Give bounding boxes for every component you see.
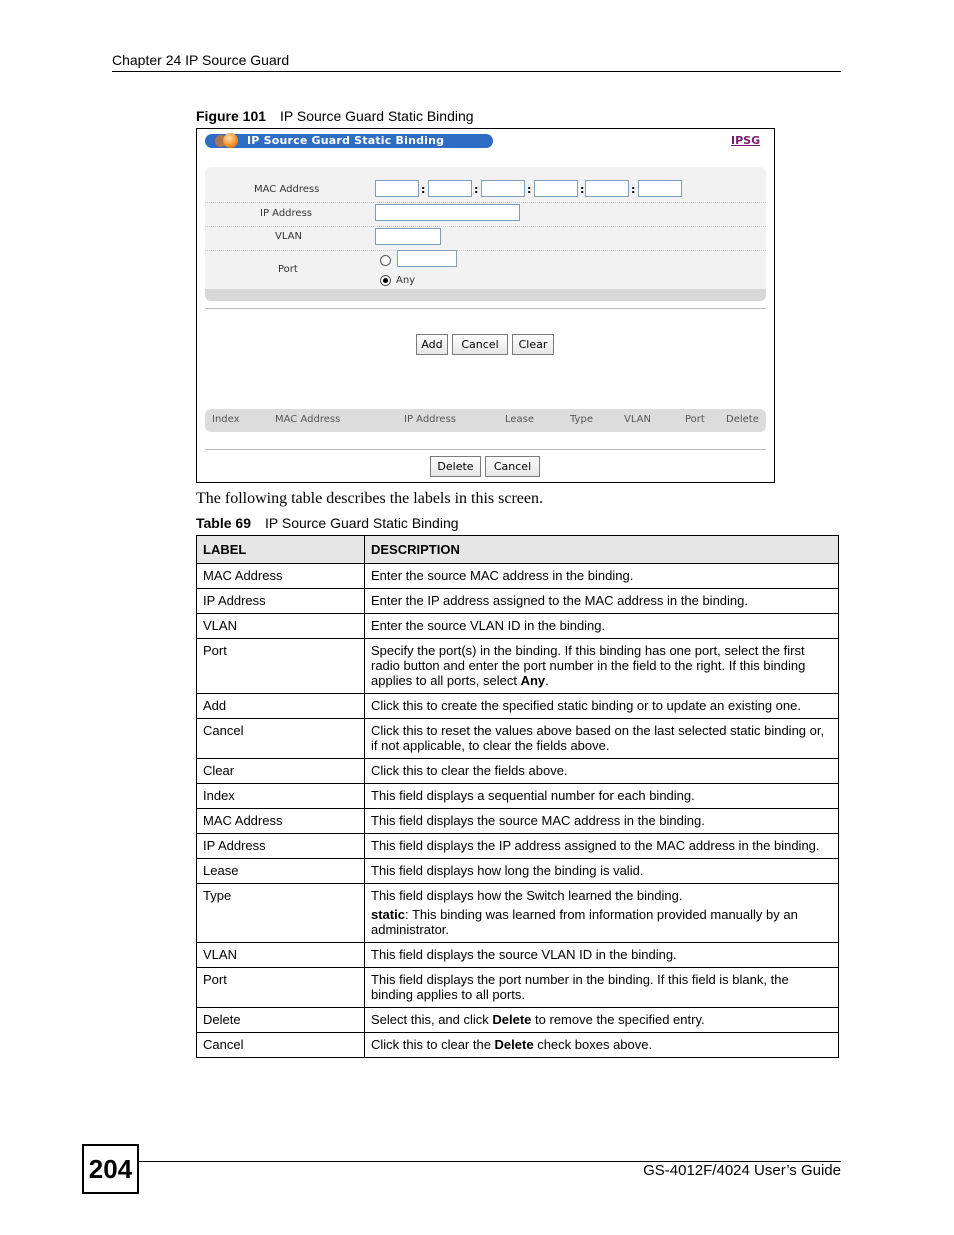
figure-title: IP Source Guard Static Binding (280, 108, 474, 124)
port-number-input[interactable] (397, 250, 457, 267)
table-row (197, 1033, 839, 1058)
mac-separator: : (527, 183, 532, 196)
desc-text: Click this to clear the (371, 1037, 495, 1052)
row-label: IP Address (197, 834, 365, 859)
desc-bold: static (371, 907, 405, 922)
screen-titlebar (205, 134, 493, 148)
row-label: MAC Address (197, 809, 365, 834)
vlan-label: VLAN (275, 231, 302, 242)
ipsg-link[interactable]: IPSG (731, 134, 761, 147)
row-label: Index (197, 784, 365, 809)
add-button[interactable]: Add (416, 334, 448, 355)
screenshot-frame (196, 128, 775, 483)
table-row (197, 784, 839, 809)
table-row (197, 759, 839, 784)
figure-caption (196, 108, 474, 124)
table-row (197, 809, 839, 834)
desc-bold: Delete (494, 1037, 534, 1052)
desc-text: check boxes above. (533, 1037, 653, 1052)
mac-octet-4-input[interactable] (534, 180, 578, 197)
lead-paragraph: The following table describes the labels in this screen. (196, 490, 544, 507)
row-label: Port (197, 639, 365, 694)
mac-label: MAC Address (254, 184, 320, 195)
row-description: This field displays the port number in the binding. If this field is blank, the binding applies to all ports. (365, 968, 839, 1008)
table-row (197, 614, 839, 639)
row-description: This field displays the source MAC address in the binding. (365, 809, 839, 834)
ip-address-input[interactable] (375, 204, 520, 221)
row-label: VLAN (197, 614, 365, 639)
table-row (197, 884, 839, 943)
row-description: Click this to reset the values above based on the last selected static binding or, if not applicable, to clear the fields above. (365, 719, 839, 759)
mac-separator: : (580, 183, 585, 196)
row-description: Enter the source MAC address in the binding. (365, 564, 839, 589)
mac-row (205, 167, 766, 203)
mac-separator: : (421, 183, 426, 196)
chapter-header: Chapter 24 IP Source Guard (112, 52, 290, 68)
row-label: MAC Address (197, 564, 365, 589)
col-ip-address: IP Address (404, 414, 456, 425)
page-number: 204 (82, 1144, 139, 1194)
port-row (205, 250, 766, 289)
mac-separator: : (474, 183, 479, 196)
table-row (197, 1008, 839, 1033)
table-row (197, 694, 839, 719)
row-description: This field displays how long the binding is valid. (365, 859, 839, 884)
label-description-table (196, 535, 839, 1058)
desc-text: to remove the specified entry. (531, 1012, 705, 1027)
header-rule (112, 71, 841, 72)
mac-octet-3-input[interactable] (481, 180, 525, 197)
table-header-row (197, 536, 839, 564)
row-label: Delete (197, 1008, 365, 1033)
vlan-row (205, 226, 766, 251)
desc-text (371, 907, 832, 937)
col-delete: Delete (726, 414, 759, 425)
divider (205, 308, 766, 309)
row-description: Enter the IP address assigned to the MAC address in the binding. (365, 589, 839, 614)
binding-list-header (205, 409, 766, 432)
table-row (197, 968, 839, 1008)
table-row (197, 859, 839, 884)
table-row (197, 943, 839, 968)
ip-row (205, 202, 766, 227)
col-type: Type (570, 414, 593, 425)
row-label: VLAN (197, 943, 365, 968)
row-label: IP Address (197, 589, 365, 614)
desc-bold: Any (520, 673, 546, 688)
vlan-input[interactable] (375, 228, 441, 245)
row-description: This field displays a sequential number for each binding. (365, 784, 839, 809)
divider (205, 449, 766, 450)
desc-text: . (545, 673, 549, 688)
row-label: Lease (197, 859, 365, 884)
ip-label: IP Address (260, 208, 312, 219)
mac-separator: : (631, 183, 636, 196)
table-number: Table 69 (196, 515, 251, 531)
table-row (197, 719, 839, 759)
form-panel-footer (205, 289, 766, 301)
desc-text: : This binding was learned from information provided manually by an administrator. (371, 907, 798, 937)
col-index: Index (212, 414, 240, 425)
row-description: Enter the source VLAN ID in the binding. (365, 614, 839, 639)
any-label: Any (396, 275, 416, 286)
row-description (365, 1008, 839, 1033)
row-description: This field displays the source VLAN ID in the binding. (365, 943, 839, 968)
clear-button[interactable]: Clear (512, 334, 554, 355)
cancel-button[interactable]: Cancel (452, 334, 508, 355)
row-description (365, 1033, 839, 1058)
figure-number: Figure 101 (196, 108, 267, 124)
port-specific-radio[interactable] (380, 255, 391, 266)
col-vlan: VLAN (624, 414, 651, 425)
port-any-radio[interactable] (380, 275, 391, 286)
row-label: Type (197, 884, 365, 943)
screen-title: IP Source Guard Static Binding (247, 134, 445, 147)
table-row (197, 834, 839, 859)
desc-text: Select this, and click (371, 1012, 493, 1027)
table-row (197, 639, 839, 694)
mac-octet-5-input[interactable] (585, 180, 629, 197)
row-label: Clear (197, 759, 365, 784)
binding-form (205, 167, 766, 301)
row-label: Port (197, 968, 365, 1008)
col-mac-address: MAC Address (275, 414, 341, 425)
table-row (197, 564, 839, 589)
table-row (197, 589, 839, 614)
port-label: Port (278, 264, 298, 275)
mac-octet-6-input[interactable] (638, 180, 682, 197)
header-description: DESCRIPTION (365, 536, 839, 564)
row-label: Cancel (197, 719, 365, 759)
row-description: Click this to create the specified static binding or to update an existing one. (365, 694, 839, 719)
delete-button[interactable]: Delete (430, 456, 481, 477)
desc-bold: Delete (492, 1012, 532, 1027)
title-orb-icon (223, 133, 238, 148)
row-description: This field displays the IP address assigned to the MAC address in the binding. (365, 834, 839, 859)
cancel-delete-button[interactable]: Cancel (485, 456, 540, 477)
row-description (365, 884, 839, 943)
desc-text: Specify the port(s) in the binding. If this binding has one port, select the first radio button and enter the port number in the field to the right. If this binding applies to all ports, select (371, 643, 806, 688)
row-description (365, 639, 839, 694)
table-title: IP Source Guard Static Binding (265, 515, 459, 531)
header-label: LABEL (197, 536, 365, 564)
col-port: Port (685, 414, 705, 425)
desc-text: This field displays how the Switch learned the binding. (371, 888, 683, 903)
col-lease: Lease (505, 414, 535, 425)
mac-octet-1-input[interactable] (375, 180, 419, 197)
row-description: Click this to clear the fields above. (365, 759, 839, 784)
row-label: Cancel (197, 1033, 365, 1058)
mac-octet-2-input[interactable] (428, 180, 472, 197)
guide-title: GS-4012F/4024 User’s Guide (643, 1162, 841, 1179)
row-label: Add (197, 694, 365, 719)
table-caption (196, 515, 459, 531)
